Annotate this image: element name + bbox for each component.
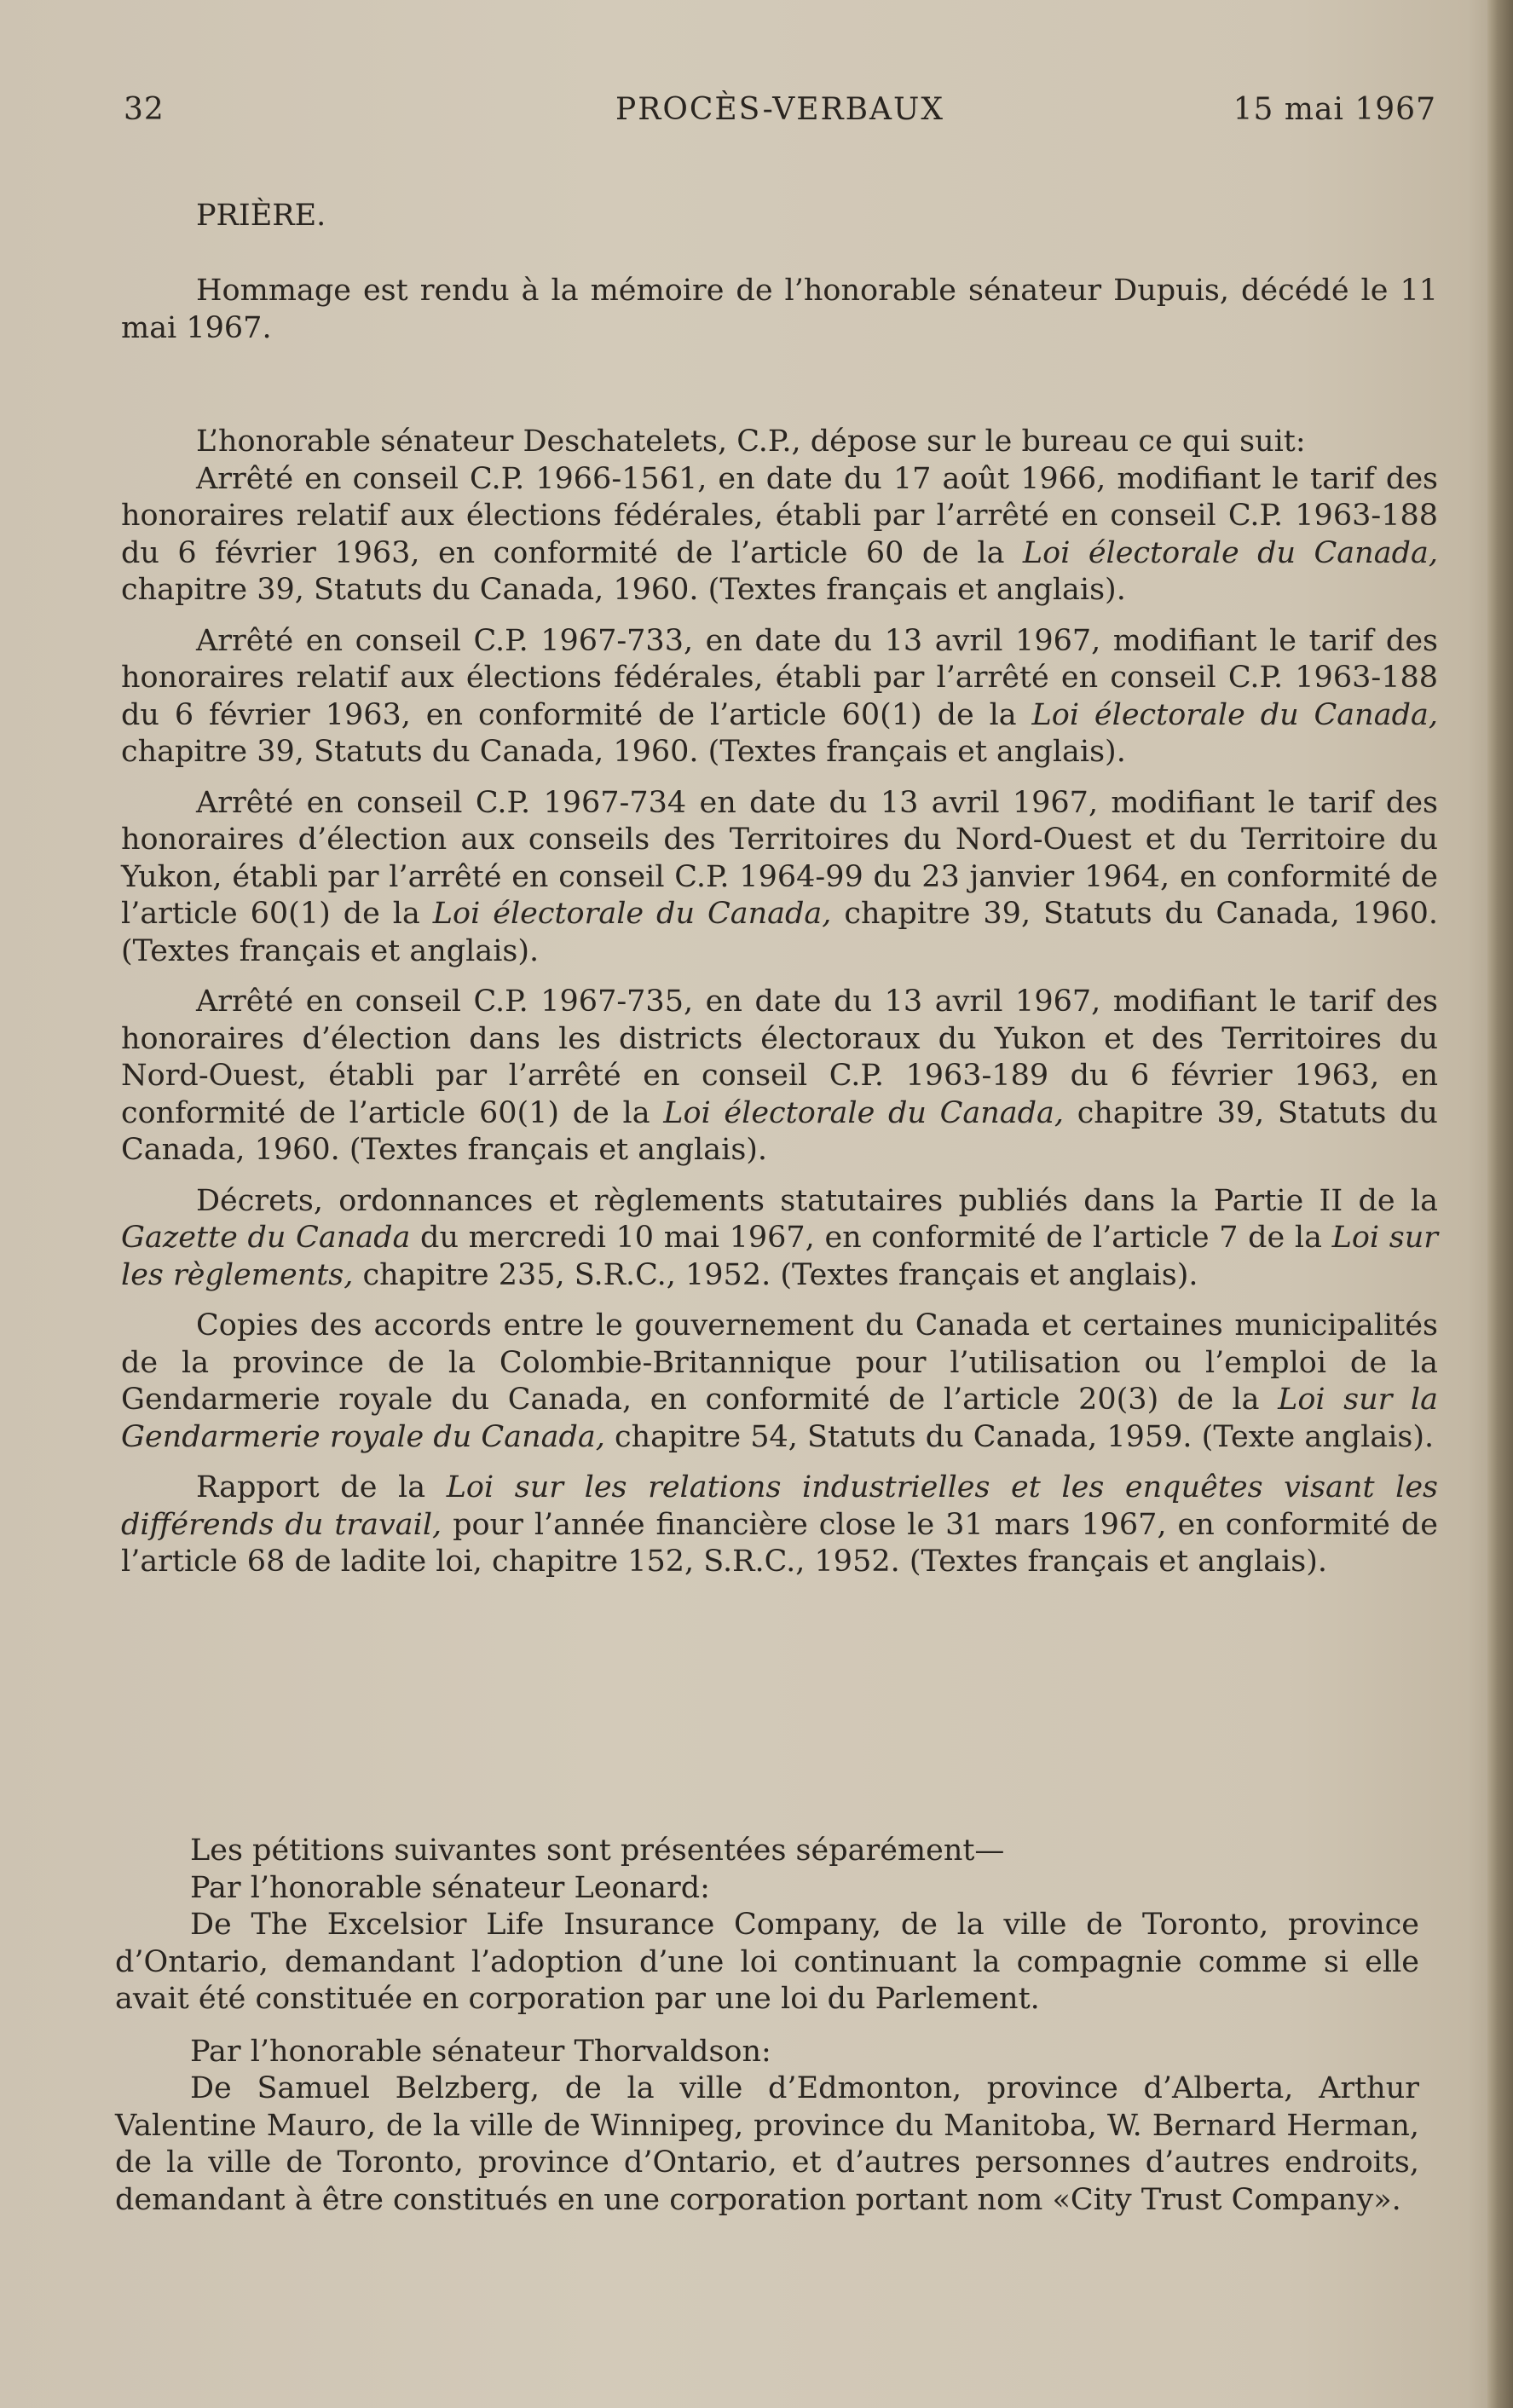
doc-paragraph: Copies des accords entre le gouvernement du Canada et certaines municipalités de la province de la Colombie-Britannique pour l’utilisation ou l’emploi de la Gendarmerie royale du Canada, en conformité de l’article 20(3) de la Loi sur la Gendarmerie royale du Canada, chapitre 54, Statuts du Canada, 1959. (Texte anglais). bbox=[121, 1308, 1438, 1454]
petitions-section bbox=[115, 1833, 1419, 2219]
petition-by: Par l’honorable sénateur Thorvaldson: bbox=[190, 2034, 771, 2069]
petition-by: Par l’honorable sénateur Leonard: bbox=[190, 1870, 710, 1905]
petition-text: De Samuel Belzberg, de la ville d’Edmonton, province d’Alberta, Arthur Valentine Mauro, de la ville de Winnipeg, province du Manitoba, W. Bernard Herman, de la ville de Toronto, province d’Ontario, et d’autres personnes d’autres endroits, demandant à être constitués en une corporation portant nom «City Trust Company». bbox=[115, 2071, 1419, 2217]
doc-paragraph: Décrets, ordonnances et règlements statutaires publiés dans la Partie II de la Gazette du Canada du mercredi 10 mai 1967, en conformité de l’article 7 de la Loi sur les règlements, chapitre 235, S.R.C., 1952. (Textes français et anglais). bbox=[121, 1183, 1438, 1292]
doc-paragraph: Arrêté en conseil C.P. 1967-734 en date du 13 avril 1967, modifiant le tarif des honoraires d’élection aux conseils des Territoires du Nord-Ouest et du Territoire du Yukon, établi par l’arrêté en conseil C.P. 1964-99 du 23 janvier 1964, en conformité de l’article 60(1) de la Loi électorale du Canada, chapitre 39, Statuts du Canada, 1960. (Textes français et anglais). bbox=[121, 785, 1439, 968]
priere-heading: PRIÈRE. bbox=[196, 199, 326, 233]
doc-paragraph: Arrêté en conseil C.P. 1967-733, en date du 13 avril 1967, modifiant le tarif des honoraires relatif aux élections fédérales, établi par l’arrêté en conseil C.P. 1963-188 du 6 février 1963, en conformité de l’article 60(1) de la Loi électorale du Canada, chapitre 39, Statuts du Canada, 1960. (Textes français et anglais). bbox=[121, 623, 1438, 769]
page-number: 32 bbox=[124, 92, 165, 127]
petitions-intro: Les pétitions suivantes sont présentées séparément— bbox=[190, 1833, 1005, 1868]
doc-paragraph: Arrêté en conseil C.P. 1966-1561, en date du 17 août 1966, modifiant le tarif des honoraires relatif aux élections fédérales, établi par l’arrêté en conseil C.P. 1963-188 du 6 février 1963, en conformité de l’article 60 de la Loi électorale du Canada, chapitre 39, Statuts du Canada, 1960. (Textes français et anglais). bbox=[121, 461, 1438, 607]
hommage-paragraph: Hommage est rendu à la mémoire de l’honorable sénateur Dupuis, décédé le 11 mai 1967. bbox=[121, 274, 1438, 345]
petition-text: De The Excelsior Life Insurance Company, de la ville de Toronto, province d’Ontario, demandant l’adoption d’une loi continuant la compagnie comme si elle avait été constituée en corporation par une loi du Parlement. bbox=[115, 1908, 1419, 2016]
doc-paragraph: Arrêté en conseil C.P. 1967-735, en date du 13 avril 1967, modifiant le tarif des honoraires d’élection dans les districts électoraux du Yukon et des Territoires du Nord-Ouest, établi par l’arrêté en conseil C.P. 1963-189 du 6 février 1963, en conformité de l’article 60(1) de la Loi électorale du Canada, chapitre 39, Statuts du Canada, 1960. (Textes français et anglais). bbox=[121, 985, 1438, 1167]
page-date: 15 mai 1967 bbox=[1233, 92, 1436, 127]
doc-paragraph: Rapport de la Loi sur les relations industrielles et les enquêtes visant les différends du travail, pour l’année financière close le 31 mars 1967, en conformité de l’article 68 de ladite loi, chapitre 152, S.R.C., 1952. (Textes français et anglais). bbox=[121, 1470, 1438, 1579]
page-edge bbox=[1487, 0, 1513, 2408]
tabled-documents bbox=[121, 424, 1438, 1581]
page-title: PROCÈS-VERBAUX bbox=[615, 92, 944, 127]
page-header bbox=[124, 92, 1436, 131]
depose-intro: L’honorable sénateur Deschatelets, C.P., dépose sur le bureau ce qui suit: bbox=[196, 424, 1306, 459]
